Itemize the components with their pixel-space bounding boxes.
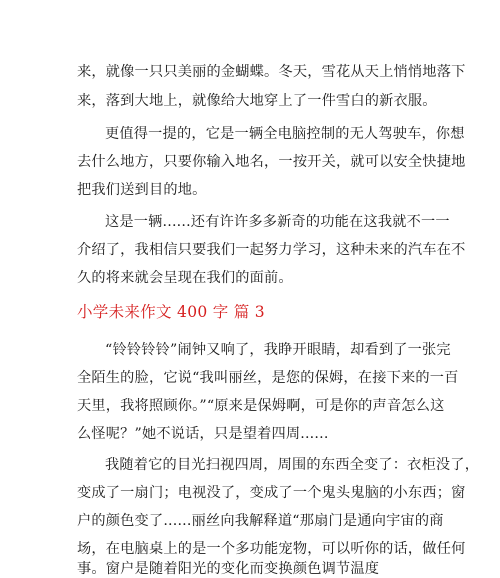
text-line: 全陌生的脸，它说“我叫丽丝，是您的保姆，在接下来的一百 [77, 370, 459, 386]
text-line: 来，就像一只只美丽的金蝴蝶。冬天，雪花从天上悄悄地落下 [77, 64, 466, 80]
section-heading: 小学未来作文 400 字 篇 3 [77, 303, 265, 321]
text-line: 户的颜色变了......丽丝向我解释道“那扇门是通向宇宙的商 [77, 513, 444, 529]
text-line: 这是一辆......还有许许多多新奇的功能在这我就不一一 [105, 214, 450, 230]
text-line: 天里，我将照顾你。”“原来是保姆啊，可是你的声音怎么这 [77, 398, 445, 414]
text-line: 更值得一提的，它是一辆全电脑控制的无人驾驶车，你想 [105, 126, 465, 142]
text-line: 么怪呢？”她不说话，只是望着四周...... [77, 426, 329, 442]
text-line: 事。窗户是随着阳光的变化而变换颜色调节温度 [77, 561, 380, 577]
text-line: 场，在电脑桌上的是一个多功能宠物，可以听你的话，做任何 [77, 541, 466, 557]
text-line: 久的将来就会呈现在我们的面前。 [77, 270, 293, 286]
text-line: 来，落到大地上，就像给大地穿上了一件雪白的新衣服。 [77, 93, 437, 109]
text-line: “铃铃铃铃”闹钟又响了，我睁开眼睛，却看到了一张完 [105, 342, 451, 358]
text-line: 变成了一扇门；电视没了，变成了一个鬼头鬼脑的小东西；窗 [77, 485, 466, 501]
text-line: 介绍了，我相信只要我们一起努力学习，这种未来的汽车在不 [77, 242, 466, 258]
text-line: 我随着它的目光扫视四周，周围的东西全变了：衣柜没了， [105, 457, 480, 473]
text-line: 把我们送到目的地。 [77, 182, 207, 198]
text-line: 去什么地方，只要你输入地名，一按开关，就可以安全快捷地 [77, 154, 466, 170]
